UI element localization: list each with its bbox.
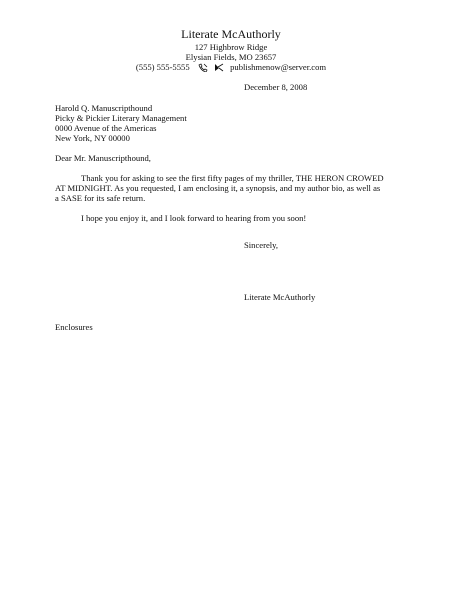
letterhead-contact-row [0, 61, 462, 72]
recipient-company: Picky & Pickier Literary Management [55, 113, 187, 123]
recipient-name: Harold Q. Manuscripthound [55, 103, 153, 113]
signature-name: Literate McAuthorly [244, 292, 316, 302]
recipient-street: 0000 Avenue of the Americas [55, 123, 157, 133]
salutation: Dear Mr. Manuscripthound, [55, 153, 151, 163]
letterhead-email: publishmenow@server.com [230, 62, 327, 73]
enclosures-label: Enclosures [55, 322, 93, 332]
closing: Sincerely, [244, 240, 279, 250]
body-paragraph-1-line: Thank you for asking to see the first fifty pages of my thriller, THE HERON CROWED [81, 173, 384, 183]
phone-icon [198, 63, 208, 72]
recipient-city: New York, NY 00000 [55, 133, 130, 143]
letter-date: December 8, 2008 [244, 82, 308, 92]
body-paragraph-1 [55, 173, 384, 203]
body-paragraph-2: I hope you enjoy it, and I look forward to hearing from you soon! [81, 213, 307, 223]
letterhead-city: Elysian Fields, MO 23657 [185, 52, 277, 62]
envelope-icon [214, 63, 224, 72]
body-paragraph-1-line: a SASE for its safe return. [55, 193, 146, 203]
letterhead-street: 127 Highbrow Ridge [194, 42, 268, 52]
letterhead-phone: (555) 555-5555 [135, 62, 190, 73]
body-paragraph-1-line: AT MIDNIGHT. As you requested, I am enclosing it, a synopsis, and my author bio, as well as [55, 183, 381, 193]
letterhead-name: Literate McAuthorly [181, 27, 281, 41]
